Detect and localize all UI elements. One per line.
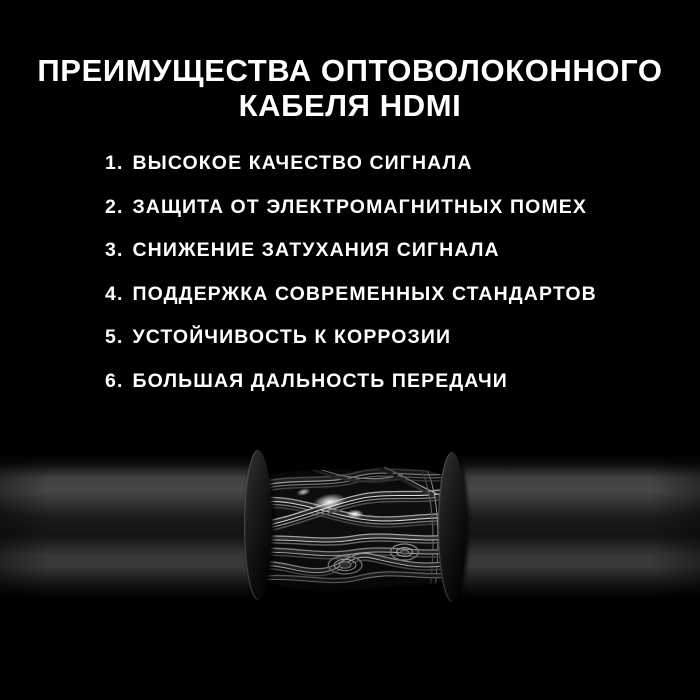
list-item [105, 316, 660, 360]
item-number: 3. [105, 239, 124, 262]
list-item [105, 142, 660, 186]
item-label: СНИЖЕНИЕ ЗАТУХАНИЯ СИГНАЛА [132, 239, 500, 262]
title-line-1: ПРЕИМУЩЕСТВА ОПТОВОЛОКОННОГО [37, 53, 663, 88]
item-number: 2. [105, 195, 124, 218]
item-label: БОЛЬШАЯ ДАЛЬНОСТЬ ПЕРЕДАЧИ [132, 369, 508, 392]
item-label: ЗАЩИТА ОТ ЭЛЕКТРОМАГНИТНЫХ ПОМЕХ [132, 195, 587, 218]
item-label: УСТОЙЧИВОСТЬ К КОРРОЗИИ [132, 326, 452, 349]
title-line-2: КАБЕЛЯ HDMI [238, 88, 462, 123]
list-item [105, 360, 660, 404]
item-label: ПОДДЕРЖКА СОВРЕМЕННЫХ СТАНДАРТОВ [132, 282, 597, 305]
hdmi-cable-image [0, 450, 700, 610]
item-number: 4. [105, 282, 124, 305]
cable-jacket-rim-right [438, 452, 466, 602]
page-title [0, 53, 700, 123]
list-item [105, 229, 660, 273]
list-item [105, 273, 660, 317]
cable-jacket-left [0, 455, 252, 598]
cable-braid-shielding [254, 462, 452, 598]
cable-jacket-rim-left [244, 450, 272, 600]
item-number: 6. [105, 369, 124, 392]
item-label: ВЫСОКОЕ КАЧЕСТВО СИГНАЛА [132, 152, 473, 175]
cable-jacket-right [452, 455, 700, 598]
list-item [105, 186, 660, 230]
item-number: 1. [105, 152, 124, 175]
advantages-list [105, 142, 660, 403]
item-number: 5. [105, 326, 124, 349]
